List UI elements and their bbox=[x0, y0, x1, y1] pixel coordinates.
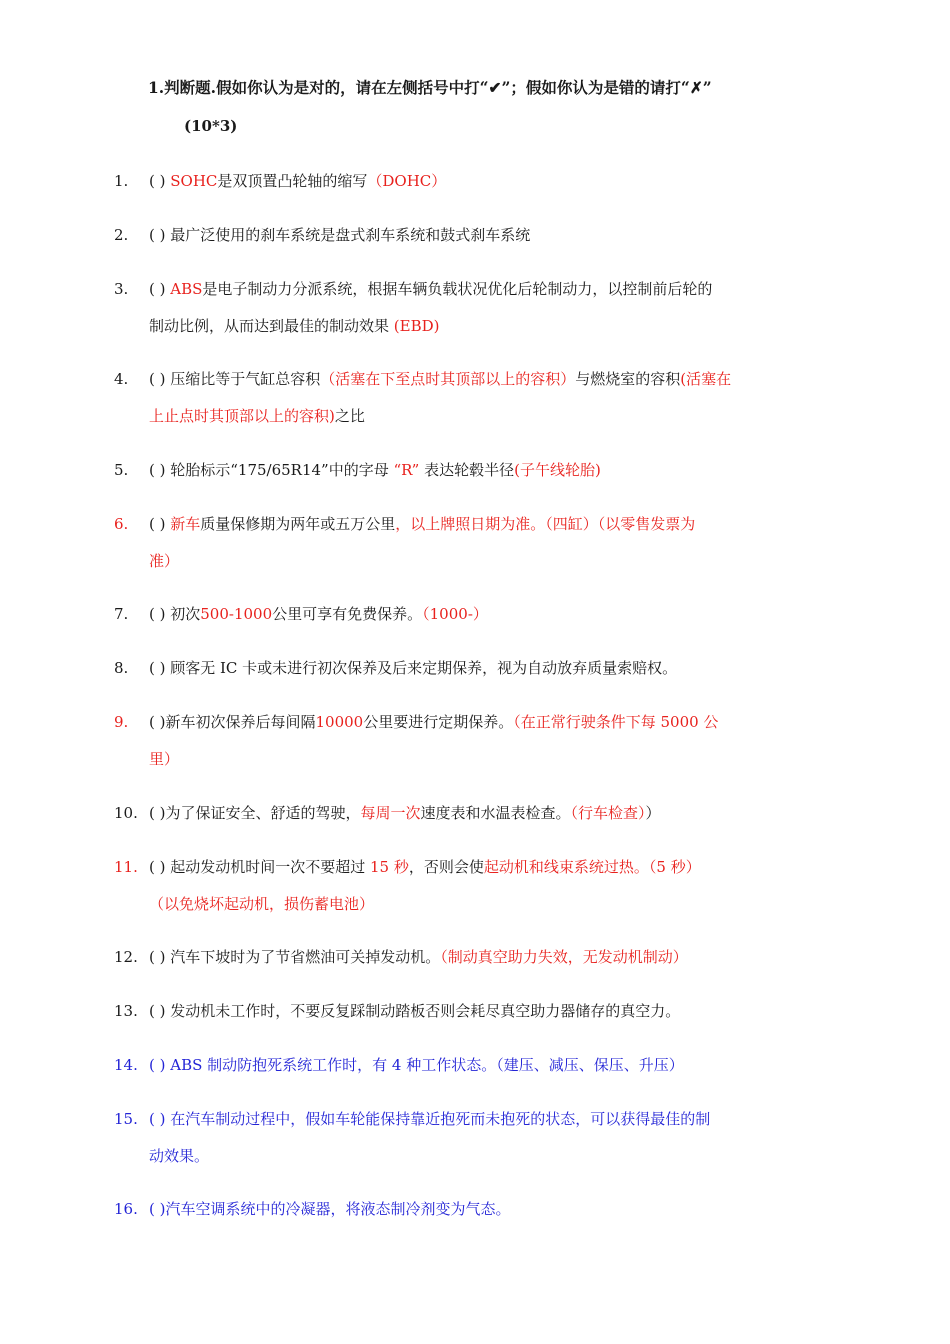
question-text bbox=[149, 603, 824, 625]
question-number: 10. bbox=[114, 804, 138, 822]
question-item bbox=[114, 1054, 824, 1076]
question-text bbox=[149, 224, 824, 246]
text-segment: 500-1000 bbox=[200, 605, 273, 623]
question-text bbox=[149, 170, 824, 192]
question-text bbox=[149, 856, 824, 915]
question-text bbox=[149, 1108, 824, 1167]
text-segment: ，以上牌照日期为准。（四缸）（以零售发票为 bbox=[395, 515, 696, 533]
text-segment: 是电子制动力分派系统，根据车辆负载状况优化后轮制动力，以控制前后轮的 bbox=[202, 280, 713, 298]
text-segment: 10000 bbox=[315, 713, 364, 731]
text-segment: 起动机和线束系统过热。（5 秒） bbox=[483, 858, 701, 876]
question-number: 1. bbox=[114, 172, 129, 190]
text-segment: ( ) bbox=[149, 280, 171, 298]
question-text bbox=[149, 513, 824, 572]
question-item bbox=[114, 603, 824, 625]
text-segment: （以免烧坏起动机，损伤蓄电池） bbox=[149, 895, 375, 913]
text-segment: ( ) 在汽车制动过程中，假如车轮能保持靠近抱死而未抱死的状态，可以获得最佳的制 bbox=[149, 1110, 711, 1128]
text-segment: 制动比例，从而达到最佳的制动效果 bbox=[149, 317, 394, 335]
text-segment: 是双顶置凸轮轴的缩写 bbox=[217, 172, 368, 190]
text-segment: (活塞在 bbox=[680, 370, 732, 388]
question-number: 14. bbox=[114, 1056, 138, 1074]
question-item bbox=[114, 856, 824, 915]
text-segment: “R” bbox=[393, 461, 420, 479]
question-number: 15. bbox=[114, 1110, 138, 1128]
text-segment: ( ) 初次 bbox=[149, 605, 201, 623]
text-segment: SOHC bbox=[170, 172, 218, 190]
text-segment: 之比 bbox=[334, 407, 365, 425]
text-segment: 动效果。 bbox=[149, 1147, 210, 1165]
text-segment: 速度表和水温表检查。 bbox=[420, 804, 571, 822]
question-number: 7. bbox=[114, 605, 129, 623]
text-segment: ( ) 发动机未工作时，不要反复踩制动踏板否则会耗尽真空助力器储存的真空力。 bbox=[149, 1002, 681, 1020]
question-number: 2. bbox=[114, 226, 129, 244]
question-item bbox=[114, 1198, 824, 1220]
text-segment: （行车检查） bbox=[570, 804, 646, 822]
question-number: 12. bbox=[114, 948, 138, 966]
question-item bbox=[114, 170, 824, 192]
question-text bbox=[149, 802, 824, 824]
text-segment: ( ) bbox=[149, 515, 171, 533]
question-item bbox=[114, 1108, 824, 1167]
question-number: 9. bbox=[114, 713, 129, 731]
text-segment: ( ) 压缩比等于气缸总容积 bbox=[149, 370, 321, 388]
text-segment: ( )汽车空调系统中的冷凝器，将液态制冷剂变为气态。 bbox=[149, 1200, 511, 1218]
question-item bbox=[114, 946, 824, 968]
question-number: 11. bbox=[114, 858, 138, 876]
text-segment: （在正常行驶条件下每 5000 公 bbox=[513, 713, 719, 731]
question-text bbox=[149, 946, 824, 968]
question-text bbox=[149, 278, 824, 337]
question-text bbox=[149, 459, 824, 481]
text-segment: 上止点时其顶部以上的容积) bbox=[149, 407, 335, 425]
text-segment: 准） bbox=[149, 552, 180, 570]
question-text bbox=[149, 657, 824, 679]
text-segment: ( )为了保证安全、舒适的驾驶， bbox=[149, 804, 361, 822]
question-number: 6. bbox=[114, 515, 129, 533]
question-item bbox=[114, 513, 824, 572]
text-segment: （1000-） bbox=[422, 605, 488, 623]
question-text bbox=[149, 1000, 824, 1022]
text-segment: 新车 bbox=[170, 515, 201, 533]
question-item bbox=[114, 1000, 824, 1022]
question-text bbox=[149, 1054, 824, 1076]
question-number: 13. bbox=[114, 1002, 138, 1020]
text-segment: （DOHC） bbox=[367, 172, 447, 190]
text-segment: 公里要进行定期保养。 bbox=[363, 713, 514, 731]
score-note: (10*3) bbox=[184, 117, 238, 135]
question-item bbox=[114, 368, 824, 427]
text-segment: 每周一次 bbox=[360, 804, 421, 822]
text-segment: ( ) 顾客无 IC 卡或未进行初次保养及后来定期保养，视为自动放弃质量索赔权。 bbox=[149, 659, 678, 677]
text-segment: (EBD) bbox=[393, 317, 440, 335]
question-text bbox=[149, 368, 824, 427]
text-segment: ( )新车初次保养后每间隔 bbox=[149, 713, 316, 731]
text-segment: 质量保修期为两年或五万公里 bbox=[200, 515, 396, 533]
text-segment: 15 秒 bbox=[370, 858, 409, 876]
text-segment: （活塞在下至点时其顶部以上的容积） bbox=[320, 370, 576, 388]
text-segment: ABS bbox=[170, 280, 203, 298]
text-segment: (子午线轮胎) bbox=[514, 461, 601, 479]
text-segment: 公里可享有免费保养。 bbox=[272, 605, 423, 623]
question-text bbox=[149, 711, 824, 770]
text-segment: ( ) 起动发动机时间一次不要超过 bbox=[149, 858, 371, 876]
text-segment: ( ) ABS 制动防抱死系统工作时，有 4 种工作状态。（建压、减压、保压、升压） bbox=[149, 1056, 684, 1074]
text-segment: ( ) 最广泛使用的刹车系统是盘式刹车系统和鼓式刹车系统 bbox=[149, 226, 531, 244]
text-segment: 表达轮毂半径 bbox=[419, 461, 515, 479]
question-item bbox=[114, 459, 824, 481]
question-number: 5. bbox=[114, 461, 129, 479]
question-number: 16. bbox=[114, 1200, 138, 1218]
text-segment: （制动真空助力失效，无发动机制动） bbox=[440, 948, 688, 966]
question-item bbox=[114, 224, 824, 246]
question-number: 4. bbox=[114, 370, 129, 388]
question-item bbox=[114, 802, 824, 824]
question-item bbox=[114, 711, 824, 770]
question-number: 8. bbox=[114, 659, 129, 677]
text-segment: ，否则会使 bbox=[408, 858, 484, 876]
text-segment: ( ) 汽车下坡时为了节省燃油可关掉发动机。 bbox=[149, 948, 441, 966]
question-number: 3. bbox=[114, 280, 129, 298]
text-segment: 与燃烧室的容积 bbox=[575, 370, 681, 388]
question-item bbox=[114, 278, 824, 337]
text-segment: ( ) 轮胎标示“175/65R14”中的字母 bbox=[149, 461, 394, 479]
question-heading: 1.判断题.假如你认为是对的，请在左侧括号中打“✔”；假如你认为是错的请打“✗” bbox=[148, 78, 712, 97]
text-segment: 里） bbox=[149, 750, 180, 768]
text-segment: ( ) bbox=[149, 172, 171, 190]
question-item bbox=[114, 657, 824, 679]
text-segment: ） bbox=[645, 804, 661, 822]
question-text bbox=[149, 1198, 824, 1220]
